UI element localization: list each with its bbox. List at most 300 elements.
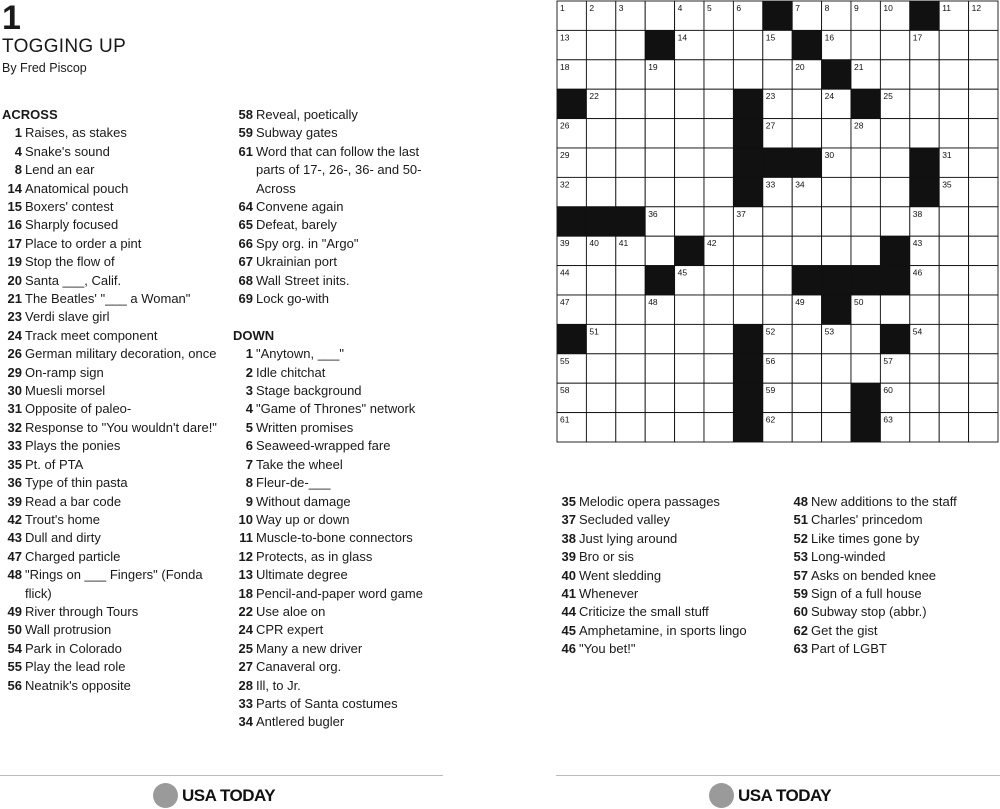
clue-number: 38 xyxy=(561,530,576,546)
grid-cell[interactable] xyxy=(939,324,968,353)
grid-cell[interactable] xyxy=(616,266,645,295)
clue-number: 18 xyxy=(238,585,253,601)
down-clue xyxy=(233,474,448,492)
clue-number: 16 xyxy=(7,217,22,233)
grid-cell[interactable] xyxy=(733,236,762,265)
grid-number: 25 xyxy=(883,91,893,102)
down-clue xyxy=(556,548,781,566)
clue-number: 68 xyxy=(238,272,253,288)
grid-cell[interactable] xyxy=(939,207,968,236)
clue-number: 1 xyxy=(14,125,22,141)
grid-cell[interactable] xyxy=(645,354,674,383)
grid-cell[interactable] xyxy=(792,324,821,353)
grid-block xyxy=(557,89,586,118)
clue-text: Santa ___, Calif. xyxy=(25,272,122,288)
across-clue xyxy=(2,456,217,474)
grid-cell[interactable] xyxy=(704,266,733,295)
clue-number: 24 xyxy=(238,622,253,638)
grid-cell[interactable] xyxy=(851,207,880,236)
clue-text: Trout's home xyxy=(25,511,100,527)
grid-number: 16 xyxy=(824,32,835,43)
grid-cell[interactable] xyxy=(704,148,733,177)
clue-number: 69 xyxy=(238,291,253,307)
clue-text: Reveal, poetically xyxy=(256,107,358,122)
grid-cell[interactable] xyxy=(616,354,645,383)
grid-cell[interactable] xyxy=(704,89,733,118)
grid-cell[interactable] xyxy=(880,148,909,177)
grid-cell[interactable] xyxy=(704,324,733,353)
grid-cell[interactable] xyxy=(792,236,821,265)
clue-text: Wall protrusion xyxy=(25,622,112,638)
clue-text: Melodic opera passages xyxy=(579,494,720,509)
grid-cell[interactable] xyxy=(910,413,939,442)
across-clue xyxy=(2,198,217,216)
clue-text: Many a new driver xyxy=(256,640,363,656)
clue-text: The Beatles' "___ a Woman" xyxy=(25,291,191,307)
grid-cell[interactable] xyxy=(822,177,851,206)
clue-text: Criticize the small stuff xyxy=(579,604,709,620)
grid-number: 39 xyxy=(560,238,570,249)
grid-cell[interactable] xyxy=(675,324,704,353)
grid-cell[interactable] xyxy=(586,177,615,206)
grid-cell[interactable] xyxy=(586,354,615,383)
down-clue xyxy=(233,695,448,713)
grid-block xyxy=(880,266,909,295)
clue-text: New additions to the staff xyxy=(811,494,957,509)
clue-text: Muesli morsel xyxy=(25,383,106,399)
clue-text: Defeat, barely xyxy=(256,217,337,233)
grid-cell[interactable] xyxy=(910,383,939,412)
grid-cell[interactable] xyxy=(675,177,704,206)
clue-number: 56 xyxy=(7,677,22,693)
grid-cell[interactable] xyxy=(939,89,968,118)
clue-number: 25 xyxy=(238,640,253,656)
grid-cell[interactable] xyxy=(704,207,733,236)
grid-cell[interactable] xyxy=(675,413,704,442)
grid-cell[interactable] xyxy=(910,295,939,324)
clue-number: 43 xyxy=(7,530,22,546)
across-clue xyxy=(2,327,217,345)
grid-cell[interactable] xyxy=(763,207,792,236)
grid-cell[interactable] xyxy=(969,236,998,265)
grid-cell[interactable] xyxy=(675,295,704,324)
grid-cell[interactable] xyxy=(939,413,968,442)
clue-text: Just lying around xyxy=(579,530,678,546)
grid-cell[interactable] xyxy=(586,148,615,177)
grid-block xyxy=(733,89,762,118)
clue-number: 31 xyxy=(7,401,22,417)
clue-number: 14 xyxy=(7,180,22,196)
clue-number: 20 xyxy=(7,272,22,288)
grid-block xyxy=(675,236,704,265)
down-clue xyxy=(556,622,781,640)
clue-text: Sharply focused xyxy=(25,217,119,233)
grid-cell[interactable] xyxy=(822,383,851,412)
down-clue xyxy=(233,419,448,437)
grid-cell[interactable] xyxy=(939,30,968,59)
grid-number: 8 xyxy=(824,3,830,13)
grid-number: 21 xyxy=(854,61,864,72)
clue-text: Play the lead role xyxy=(25,659,126,675)
grid-cell[interactable] xyxy=(586,295,615,324)
clue-text: Snake's sound xyxy=(25,143,110,159)
down-clue xyxy=(788,622,998,640)
grid-number: 57 xyxy=(883,355,893,366)
grid-block xyxy=(910,1,939,30)
across-clue xyxy=(2,529,217,547)
grid-cell[interactable] xyxy=(969,60,998,89)
grid-cell[interactable] xyxy=(880,177,909,206)
grid-cell[interactable] xyxy=(969,119,998,148)
across-clue xyxy=(2,493,217,511)
grid-cell[interactable] xyxy=(704,119,733,148)
grid-cell[interactable] xyxy=(616,383,645,412)
clue-text: Asks on bended knee xyxy=(811,567,937,583)
grid-cell[interactable] xyxy=(586,383,615,412)
footer-divider-left xyxy=(0,775,443,776)
grid-cell[interactable] xyxy=(822,207,851,236)
grid-block xyxy=(733,383,762,412)
clue-number: 4 xyxy=(14,143,22,159)
clue-number: 42 xyxy=(7,511,22,527)
grid-cell[interactable] xyxy=(792,207,821,236)
across-clue xyxy=(2,235,217,253)
footer-divider-right xyxy=(556,775,1000,776)
grid-cell[interactable] xyxy=(851,177,880,206)
grid-cell[interactable] xyxy=(645,1,674,30)
grid-cell[interactable] xyxy=(910,89,939,118)
grid-cell[interactable] xyxy=(586,60,615,89)
grid-cell[interactable] xyxy=(910,119,939,148)
grid-number: 28 xyxy=(854,120,864,131)
clue-text: Like times gone by xyxy=(811,530,920,546)
clue-text: Amphetamine, in sports lingo xyxy=(579,622,747,638)
grid-cell[interactable] xyxy=(616,148,645,177)
grid-cell[interactable] xyxy=(939,119,968,148)
grid-cell[interactable] xyxy=(880,207,909,236)
down-clue xyxy=(233,345,448,363)
grid-cell[interactable] xyxy=(704,295,733,324)
grid-cell[interactable] xyxy=(586,413,615,442)
down-clue xyxy=(233,511,448,529)
down-clue xyxy=(788,567,998,585)
grid-cell[interactable] xyxy=(645,413,674,442)
grid-block xyxy=(910,148,939,177)
grid-number: 42 xyxy=(707,238,717,249)
grid-cell[interactable] xyxy=(704,354,733,383)
grid-cell[interactable] xyxy=(969,177,998,206)
grid-cell[interactable] xyxy=(792,89,821,118)
grid-number: 29 xyxy=(560,150,570,160)
grid-number: 45 xyxy=(677,267,688,278)
grid-cell[interactable] xyxy=(822,119,851,148)
clue-text: Dull and dirty xyxy=(25,530,101,546)
grid-cell[interactable] xyxy=(704,177,733,206)
down-clue xyxy=(233,566,448,584)
clue-text: Parts of Santa costumes xyxy=(256,695,398,711)
grid-cell[interactable] xyxy=(645,383,674,412)
clue-number: 32 xyxy=(7,419,22,435)
grid-number: 13 xyxy=(560,32,570,43)
grid-cell[interactable] xyxy=(792,383,821,412)
grid-cell[interactable] xyxy=(616,177,645,206)
grid-cell[interactable] xyxy=(969,383,998,412)
grid-cell[interactable] xyxy=(910,354,939,383)
down-clue xyxy=(233,658,448,676)
down-clue xyxy=(788,640,998,658)
clue-text: Ukrainian port xyxy=(256,254,337,270)
grid-cell[interactable] xyxy=(675,207,704,236)
grid-number: 9 xyxy=(854,3,859,13)
grid-cell[interactable] xyxy=(645,148,674,177)
clue-text: "Game of Thrones" network xyxy=(256,401,416,417)
grid-number: 10 xyxy=(883,3,893,13)
clue-number: 36 xyxy=(7,475,22,491)
down-clue xyxy=(788,548,998,566)
grid-cell[interactable] xyxy=(880,30,909,59)
grid-cell[interactable] xyxy=(586,30,615,59)
grid-number: 5 xyxy=(707,3,712,13)
grid-block xyxy=(763,148,792,177)
clue-text: Secluded valley xyxy=(579,512,671,528)
clue-text: Park in Colorado xyxy=(25,640,122,656)
grid-number: 33 xyxy=(765,179,776,190)
grid-cell[interactable] xyxy=(969,295,998,324)
grid-cell[interactable] xyxy=(645,324,674,353)
grid-number: 36 xyxy=(648,208,658,219)
grid-cell[interactable] xyxy=(616,413,645,442)
clue-number: 26 xyxy=(7,346,22,362)
clue-number: 22 xyxy=(238,603,253,619)
clue-text: Track meet component xyxy=(25,327,158,343)
grid-cell[interactable] xyxy=(822,236,851,265)
across-clue xyxy=(233,216,448,234)
grid-cell[interactable] xyxy=(704,30,733,59)
clue-text: Protects, as in glass xyxy=(256,548,373,564)
clue-text: Pencil-and-paper word game xyxy=(256,585,423,601)
clue-text: Seaweed-wrapped fare xyxy=(256,438,391,454)
grid-cell[interactable] xyxy=(880,295,909,324)
grid-cell[interactable] xyxy=(969,148,998,177)
grid-number: 62 xyxy=(765,414,776,425)
grid-cell[interactable] xyxy=(675,354,704,383)
down-clue xyxy=(556,511,781,529)
grid-cell[interactable] xyxy=(910,60,939,89)
clue-text: Convene again xyxy=(256,199,344,215)
grid-block xyxy=(645,266,674,295)
clue-number: 3 xyxy=(245,383,253,399)
down-clue xyxy=(233,456,448,474)
grid-number: 24 xyxy=(824,91,835,102)
grid-number: 52 xyxy=(765,326,776,337)
grid-cell[interactable] xyxy=(851,148,880,177)
clue-number: 4 xyxy=(245,401,253,417)
grid-cell[interactable] xyxy=(969,324,998,353)
grid-cell[interactable] xyxy=(880,119,909,148)
grid-number: 34 xyxy=(795,179,805,190)
grid-cell[interactable] xyxy=(704,60,733,89)
clue-text: Went sledding xyxy=(579,567,662,583)
grid-cell[interactable] xyxy=(939,354,968,383)
grid-number: 44 xyxy=(560,267,570,278)
grid-cell[interactable] xyxy=(675,89,704,118)
grid-cell[interactable] xyxy=(763,236,792,265)
clue-text: Anatomical pouch xyxy=(25,180,129,196)
across-clue xyxy=(2,180,217,198)
grid-cell[interactable] xyxy=(969,413,998,442)
grid-cell[interactable] xyxy=(704,413,733,442)
footer-logo-text: USA TODAY xyxy=(738,785,832,805)
grid-cell[interactable] xyxy=(822,413,851,442)
grid-cell[interactable] xyxy=(763,295,792,324)
clue-number: 13 xyxy=(238,567,253,583)
grid-block xyxy=(851,89,880,118)
grid-cell[interactable] xyxy=(616,89,645,118)
grid-cell[interactable] xyxy=(645,177,674,206)
grid-cell[interactable] xyxy=(939,60,968,89)
across-clue xyxy=(233,290,448,308)
grid-block xyxy=(851,266,880,295)
grid-number: 23 xyxy=(765,91,776,102)
grid-cell[interactable] xyxy=(733,295,762,324)
grid-cell[interactable] xyxy=(969,89,998,118)
grid-number: 22 xyxy=(589,91,599,102)
footer-logo-text: USA TODAY xyxy=(182,785,276,805)
grid-block xyxy=(733,177,762,206)
grid-block xyxy=(851,383,880,412)
grid-cell[interactable] xyxy=(616,295,645,324)
grid-cell[interactable] xyxy=(645,236,674,265)
grid-cell[interactable] xyxy=(969,207,998,236)
clue-number: 33 xyxy=(238,695,253,711)
grid-cell[interactable] xyxy=(675,60,704,89)
grid-cell[interactable] xyxy=(645,89,674,118)
down-clue xyxy=(556,585,781,603)
grid-number: 15 xyxy=(765,32,776,43)
grid-cell[interactable] xyxy=(939,383,968,412)
grid-cell[interactable] xyxy=(969,354,998,383)
grid-cell[interactable] xyxy=(704,383,733,412)
grid-cell[interactable] xyxy=(733,60,762,89)
down-clue xyxy=(788,493,998,511)
grid-cell[interactable] xyxy=(939,236,968,265)
clue-text: Neatnik's opposite xyxy=(25,677,131,693)
clue-text: Type of thin pasta xyxy=(25,475,128,491)
down-clue xyxy=(788,530,998,548)
clue-number: 52 xyxy=(793,530,808,546)
across-clue xyxy=(2,253,217,271)
clue-number: 39 xyxy=(561,549,576,565)
clue-number: 23 xyxy=(7,309,22,325)
grid-number: 3 xyxy=(618,3,624,13)
clue-number: 39 xyxy=(7,493,22,509)
grid-number: 6 xyxy=(736,3,742,13)
clue-text: Place to order a pint xyxy=(25,235,142,251)
grid-cell[interactable] xyxy=(939,266,968,295)
across-clue xyxy=(2,345,217,363)
grid-cell[interactable] xyxy=(733,266,762,295)
grid-cell[interactable] xyxy=(616,60,645,89)
grid-block xyxy=(733,413,762,442)
grid-block xyxy=(822,266,851,295)
clue-text: Without damage xyxy=(256,493,351,509)
clue-number: 57 xyxy=(793,567,808,583)
across-clue xyxy=(2,621,217,639)
grid-cell[interactable] xyxy=(969,30,998,59)
down-clue xyxy=(233,640,448,658)
grid-block xyxy=(763,1,792,30)
clue-number: 48 xyxy=(793,494,808,509)
grid-cell[interactable] xyxy=(586,119,615,148)
grid-cell[interactable] xyxy=(763,60,792,89)
grid-cell[interactable] xyxy=(586,266,615,295)
across-clue xyxy=(233,235,448,253)
grid-cell[interactable] xyxy=(851,354,880,383)
grid-cell[interactable] xyxy=(969,266,998,295)
across-clue xyxy=(2,603,217,621)
across-clue xyxy=(2,474,217,492)
grid-cell[interactable] xyxy=(851,324,880,353)
grid-number: 41 xyxy=(618,238,629,249)
grid-cell[interactable] xyxy=(645,119,674,148)
grid-cell[interactable] xyxy=(851,30,880,59)
clue-text: Charles' princedom xyxy=(811,512,923,528)
clue-number: 10 xyxy=(238,511,253,527)
grid-cell[interactable] xyxy=(939,295,968,324)
grid-number: 59 xyxy=(765,385,776,396)
clue-text: Ultimate degree xyxy=(256,567,348,583)
grid-cell[interactable] xyxy=(792,354,821,383)
grid-cell[interactable] xyxy=(733,30,762,59)
grid-number: 53 xyxy=(824,326,835,337)
grid-cell[interactable] xyxy=(616,324,645,353)
grid-cell[interactable] xyxy=(763,266,792,295)
clue-number: 62 xyxy=(793,622,808,638)
clue-text: Fleur-de-___ xyxy=(256,475,331,491)
grid-cell[interactable] xyxy=(616,30,645,59)
clue-number: 12 xyxy=(238,548,253,564)
grid-block xyxy=(880,236,909,265)
grid-cell[interactable] xyxy=(880,60,909,89)
across-clue xyxy=(233,106,448,124)
usa-today-dot-icon xyxy=(709,783,734,808)
grid-cell[interactable] xyxy=(822,354,851,383)
grid-cell[interactable] xyxy=(792,413,821,442)
grid-cell[interactable] xyxy=(675,148,704,177)
clue-text: Response to "You wouldn't dare!" xyxy=(25,419,217,435)
grid-cell[interactable] xyxy=(616,119,645,148)
down-clue xyxy=(556,567,781,585)
down-clue xyxy=(233,621,448,639)
clue-number: 58 xyxy=(238,107,253,122)
down-clue xyxy=(233,364,448,382)
grid-cell[interactable] xyxy=(675,119,704,148)
clue-text: Raises, as stakes xyxy=(25,125,127,141)
grid-cell[interactable] xyxy=(851,236,880,265)
across-clue xyxy=(2,511,217,529)
grid-cell[interactable] xyxy=(675,383,704,412)
grid-cell[interactable] xyxy=(792,119,821,148)
grid-number: 19 xyxy=(648,61,658,72)
across-clue xyxy=(2,216,217,234)
grid-number: 20 xyxy=(795,61,805,72)
clue-number: 45 xyxy=(561,622,576,638)
across-clue xyxy=(2,677,217,695)
clue-number: 28 xyxy=(238,677,253,693)
clue-number: 11 xyxy=(239,530,253,546)
clue-text: "You bet!" xyxy=(579,641,636,657)
clue-number: 55 xyxy=(7,659,22,675)
